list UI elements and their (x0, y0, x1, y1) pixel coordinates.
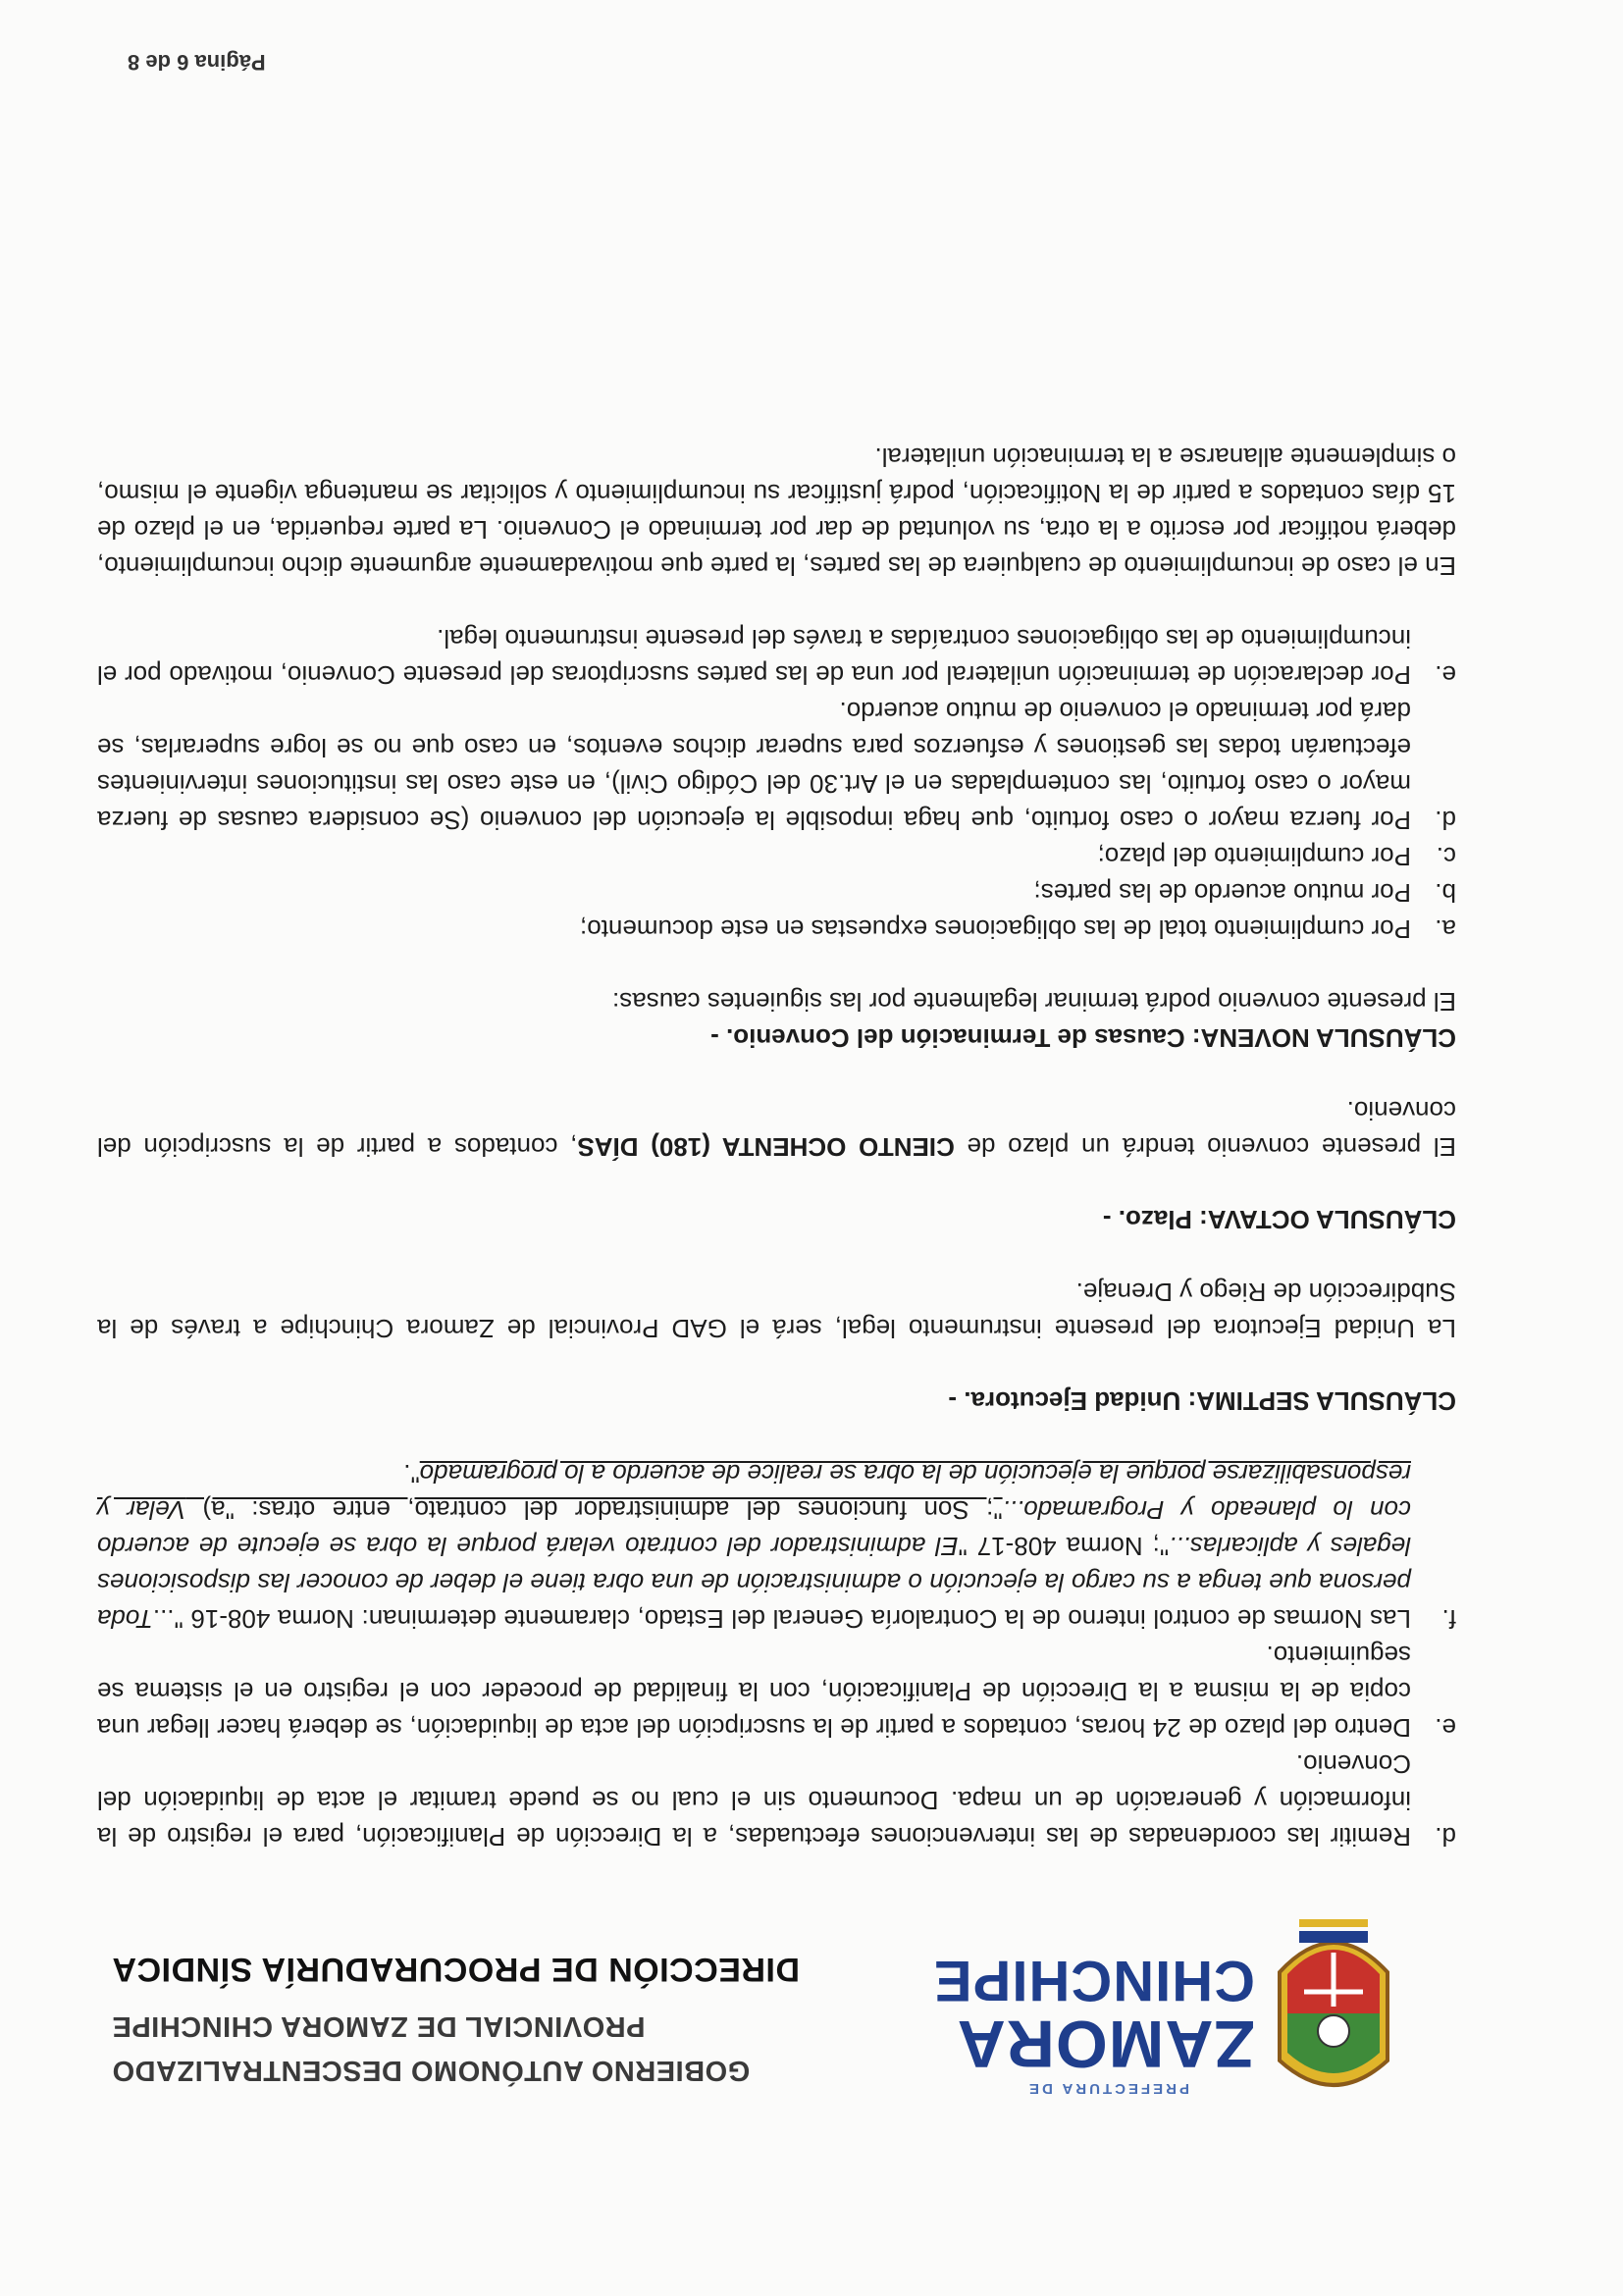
document-body (97, 402, 1456, 1854)
item-text: Dentro del plazo de 24 horas, contados a partir de la suscripción del acta de liquidación, se deberá hacer llegar una copia de la misma a la Dirección de Planificación, con la finalidad de proceder con el registro en el sistema se seguimiento. (97, 1641, 1411, 1743)
clause-8-text-a: El presente convenio tendrá un plazo de (954, 1132, 1456, 1162)
clause-8-heading (97, 1201, 1456, 1237)
clause-7-text: La Unidad Ejecutora del presente instrumento legal, será el GAD Provincial de Zamora Chinchipe a través de la Subdirección de Riego y Drenaje. (97, 1278, 1456, 1343)
item-label: d. (1435, 1822, 1456, 1852)
brand-logo (932, 1949, 1255, 2097)
cause-item (97, 620, 1456, 693)
brand-line-1: ZAMORA (956, 2007, 1255, 2081)
cause-item (97, 693, 1456, 838)
item-f-part-3: "; Son funciones del administrador del contrato, entre otras: "a) (185, 1495, 1003, 1525)
item-f-quote-2: El administrador del contrato velará porque la obra se ejecute de acuerdo con lo planeado y Programado... (97, 1495, 1411, 1561)
clause-8-text-c: , contados a partir de la suscripción del convenio. (97, 1096, 1456, 1162)
clause-9-heading: CLÁUSULA NOVENA: Causas de Terminación del Convenio. - (710, 1023, 1456, 1053)
item-label: e. (1435, 1713, 1456, 1743)
clause-7-heading: CLÁUSULA SEPTIMA: Unidad Ejecutora. - (948, 1386, 1456, 1416)
list-item (97, 1746, 1456, 1854)
item-text: Remitir las coordenadas de las intervenciones efectuadas, a la Dirección de Planificación, para el registro de la información y generación de un mapa. Documento sin el cual no se puede tramitar el acta de liquidación del Convenio. (97, 1749, 1411, 1852)
cause-item (97, 874, 1456, 911)
clause-8-text (97, 1092, 1456, 1165)
clause-9-closing: En el caso de incumplimiento de cualquiera de las partes, la parte que motivadamente argumente dicho incumplimiento, deberá notificar por escrito a la otra, su voluntad de dar por terminado el Convenio. La parte requerida, en el plazo de 15 días contados a partir de la Notificación, podrá justificar su incumplimiento y solicitar se mantenga vigente el mismo, o simplemente allanarse a la terminación unilateral. (97, 443, 1456, 581)
organization-name (112, 1938, 995, 2086)
item-f-quote-3: Velar y responsabilizarse porque la ejecución de la obra se realice de acuerdo a lo programado (97, 1459, 1411, 1525)
cause-label: e. (1435, 660, 1456, 690)
unit-title: DIRECCIÓN DE PROCURADURÍA SÍNDICA (112, 1951, 800, 1988)
brand-line-2: CHINCHIPE (932, 1949, 1255, 2012)
org-line-2: PROVINCIAL DE ZAMORA CHINCHIPE (112, 2010, 646, 2042)
cause-item (97, 838, 1456, 874)
page-number: Página 6 de 8 (128, 50, 266, 75)
item-f-part-1: Las Normas de control interno de la Contraloría General del Estado, claramente determinan: Norma 408-16 "... (152, 1604, 1411, 1634)
clause-8-term: CIENTO OCHENTA (180) DÍAS (577, 1132, 955, 1162)
cause-label: c. (1436, 842, 1456, 871)
clause-8-heading-dash: - (1102, 1205, 1119, 1234)
item-f-part-2: "; Norma 408-17 " (958, 1532, 1170, 1561)
letterhead (92, 1874, 1397, 2100)
item-text (97, 1455, 1411, 1637)
brand-prefix: PREFECTURA DE (1026, 2080, 1189, 2097)
coat-of-arms-icon (1270, 1904, 1397, 2100)
clause-9-intro: El presente convenio podrá terminar legalmente por las siguientes causas: (612, 987, 1456, 1017)
item-label: f. (1441, 1604, 1456, 1634)
cause-label: a. (1435, 914, 1456, 944)
list-item (97, 1455, 1456, 1637)
cause-text: Por declaración de terminación unilateral por una de las partes suscriptoras del presente Convenio, motivado por el incumplimiento de las obligaciones contraídas a través del presente instrumento legal. (97, 624, 1411, 690)
cause-text: Por cumplimiento del plazo; (1097, 842, 1411, 871)
cause-text: Por cumplimiento total de las obligaciones expuestas en este documento; (580, 914, 1411, 944)
cause-text: Por mutuo acuerdo de las partes; (1033, 878, 1411, 908)
cause-text: Por fuerza mayor o caso fortuito, que haga imposible la ejecución del convenio (Se considera causas de fuerza mayor o caso fortuito, las contempladas en el Art.30 del Código Civil), en este caso las instituciones intervinientes efectuarán todas las gestiones y esfuerzos para superar dichos eventos, en caso que no se logre superarlas, se dará por terminado el convenio de mutuo acuerdo. (97, 697, 1411, 835)
org-line-1: GOBIERNO AUTÓNOMO DESCENTRALIZADO (112, 2055, 751, 2086)
item-f-part-4: ". (403, 1459, 420, 1488)
cause-item (97, 911, 1456, 947)
cause-label: b. (1435, 878, 1456, 908)
clause-8-heading-text: CLÁUSULA OCTAVA: Plazo. (1118, 1205, 1456, 1234)
item-f-quote-1: Toda persona que tenga a su cargo la ejecución o administración de una obra tiene el deber de conocer las disposiciones legales y aplicarlas... (97, 1532, 1411, 1634)
list-item (97, 1637, 1456, 1746)
cause-label: d. (1435, 806, 1456, 835)
